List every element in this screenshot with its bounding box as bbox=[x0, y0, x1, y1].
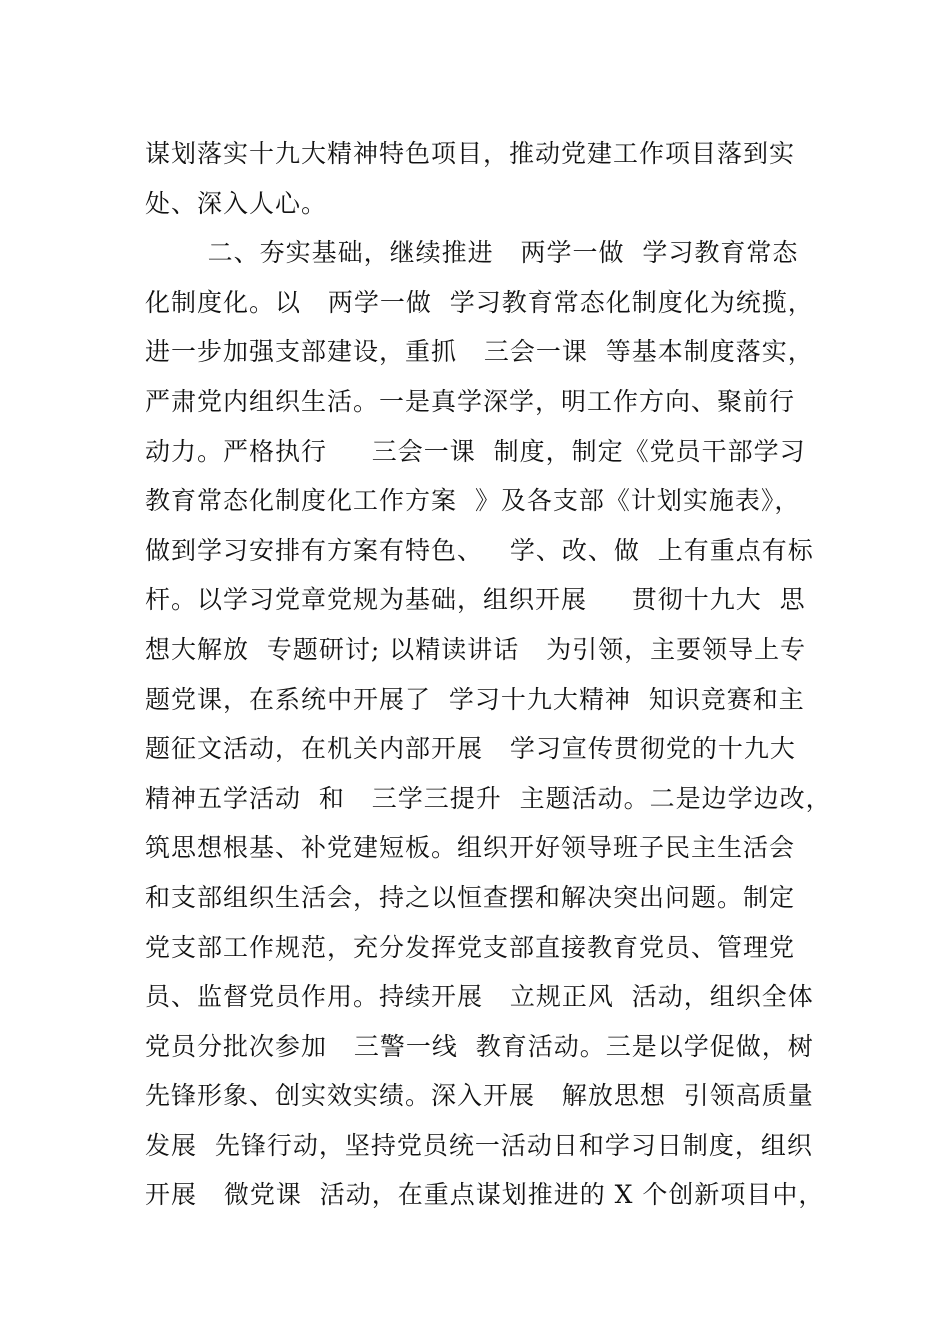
text-line: 动力。严格执行 三会一课 制度，制定《党员干部学习 bbox=[145, 436, 806, 466]
text-line: 想大解放 专题研讨; 以精读讲话 为引领，主要领导上专 bbox=[145, 634, 807, 664]
text-line: 做到学习安排有方案有特色、 学、改、做 上有重点有标 bbox=[145, 535, 814, 565]
text-line: 筑思想根基、补党建短板。组织开好领导班子民主生活会 bbox=[145, 833, 796, 863]
text-line: 精神五学活动 和 三学三提升 主题活动。二是边学边改， bbox=[145, 783, 832, 813]
text-line: 进一步加强支部建设，重抓 三会一课 等基本制度落实， bbox=[145, 337, 814, 367]
text-line: 题征文活动，在机关内部开展 学习宣传贯彻党的十九大 bbox=[145, 734, 796, 764]
text-line: 发展 先锋行动，坚持党员统一活动日和学习日制度，组织 bbox=[145, 1130, 813, 1160]
text-line: 二、夯实基础，继续推进 两学一做 学习教育常态 bbox=[145, 238, 799, 268]
text-line: 先锋形象、创实效实绩。深入开展 解放思想 引领高质量 bbox=[145, 1081, 814, 1111]
text-line: 开展 微党课 活动，在重点谋划推进的 X 个创新项目中， bbox=[145, 1180, 825, 1210]
text-line: 题党课，在系统中开展了 学习十九大精神 知识竞赛和主 bbox=[145, 684, 805, 714]
text-line: 杆。以学习党章党规为基础，组织开展 贯彻十九大 思 bbox=[145, 585, 806, 615]
text-line: 党员分批次参加 三警一线 教育活动。三是以学促做，树 bbox=[145, 1031, 814, 1061]
text-line: 和支部组织生活会，持之以恒查摆和解决突出问题。制定 bbox=[145, 882, 796, 912]
text-line: 处、深入人心。 bbox=[145, 188, 328, 218]
text-line: 教育常态化制度化工作方案 》及各支部《计划实施表》， bbox=[145, 486, 801, 516]
text-line: 党支部工作规范，充分发挥党支部直接教育党员、管理党 bbox=[145, 932, 796, 962]
text-line: 严肃党内组织生活。一是真学深学，明工作方向、聚前行 bbox=[145, 386, 796, 416]
text-line: 谋划落实十九大精神特色项目，推动党建工作项目落到实 bbox=[145, 139, 796, 168]
body-text bbox=[145, 129, 845, 1220]
text-line: 化制度化。以 两学一做 学习教育常态化制度化为统揽， bbox=[145, 287, 814, 317]
text-line: 员、监督党员作用。持续开展 立规正风 活动，组织全体 bbox=[145, 982, 814, 1012]
